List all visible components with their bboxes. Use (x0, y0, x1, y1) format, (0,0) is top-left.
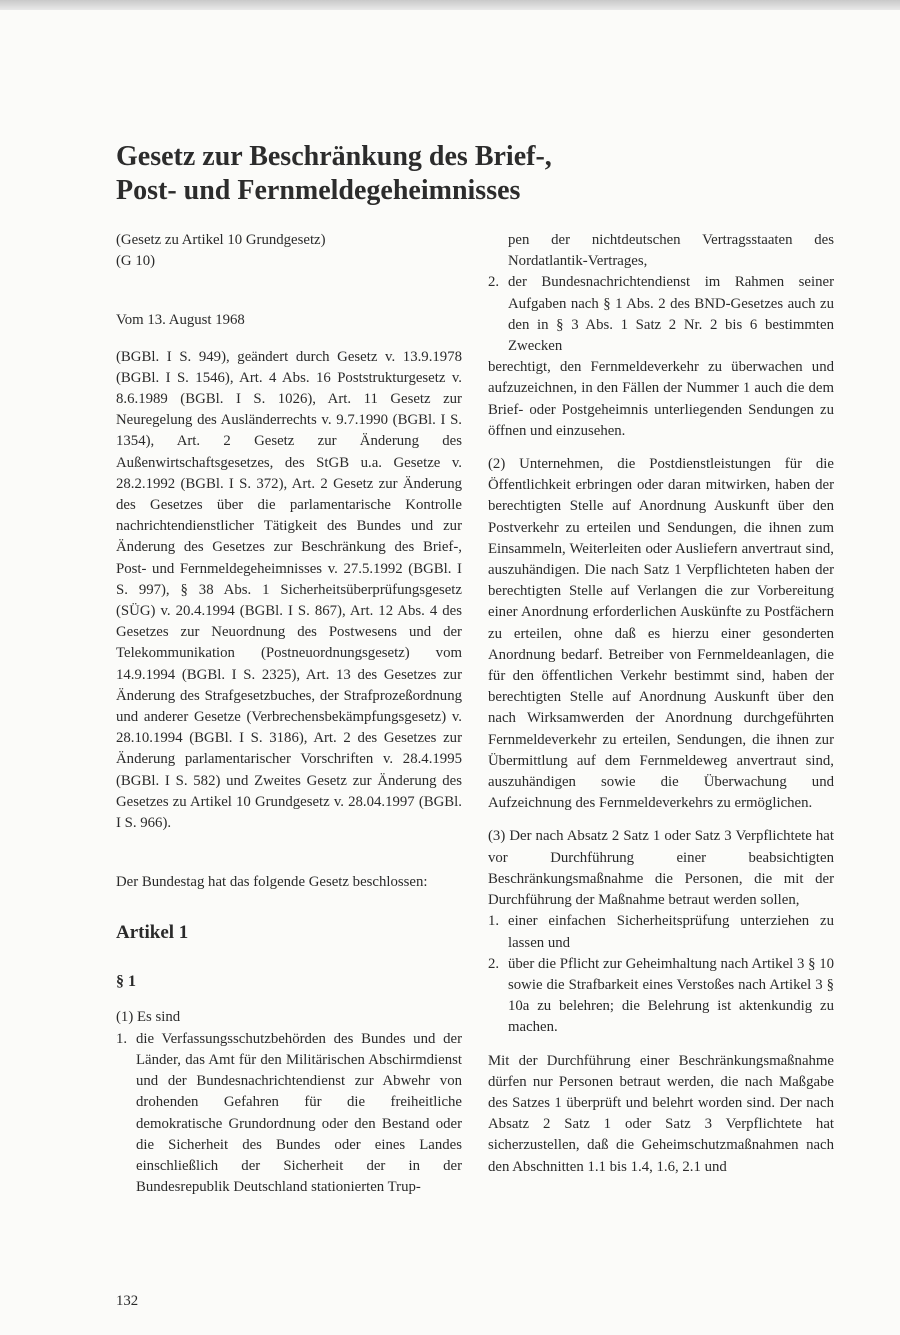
left-column (116, 230, 462, 1198)
abs2-paragraph: (2) Unternehmen, die Postdienstleistungen für die Öffentlichkeit erbringen oder daran mitwirken, haben der berechtigten Stelle auf Anordnung Auskunft über den Postverkehr zu erteilen und Sendungen, die ihnen zum Einsammeln, Weiterleiten oder Ausliefern anvertraut sind, auszuhändigen. Die nach Satz 1 Verpflichteten haben der berechtigten Stelle auf Verlangen die zur Vorbereitung einer Anordnung erforderlichen Auskünfte zu Postfächern zu erteilen, ohne daß es hierzu einer gesonderten Anordnung bedarf. Betreiber von Fernmeldeanlagen, die für den öffentlichen Verkehr bestimmt sind, haben der berechtigten Stelle auf Anordnung Auskunft über den nach Wirksamwerden der Anordnung durchgeführten Fernmeldeverkehr zu erteilen, Sendungen, die ihnen zur Übermittlung auf dem Fernmeldeweg anvertraut sind, auszuhändigen sowie die Überwachung und Aufzeichnung des Fernmeldeverkehrs zu ermöglichen. (488, 456, 834, 812)
subtitle-1: (Gesetz zu Artikel 10 Grundgesetz) (116, 232, 326, 248)
artikel-heading: Artikel 1 (116, 922, 189, 944)
list-item-text: der Bundesnachrichtendienst im Rahmen seiner Aufgaben nach § 1 Abs. 2 des BND-Gesetzes auch zu den in § 3 Abs. 1 Satz 2 Nr. 2 bis 6 bestimmten Zwecken (508, 274, 834, 355)
scan-top-edge (0, 0, 900, 10)
abs3-intro: (3) Der nach Absatz 2 Satz 1 oder Satz 3 Verpflichtete hat vor Durchführung einer beabsichtigten Beschränkungsmaßnahme die Personen, die mit der Durchführung der Maßnahme betraut werden sollen, (488, 828, 834, 909)
page-title (116, 140, 636, 208)
title-line-2: Post- und Fernmeldegeheimnisses (116, 175, 521, 206)
list-item (488, 954, 834, 1039)
abs3-list (488, 911, 834, 1038)
section-heading: § 1 (116, 973, 136, 991)
subtitle-2: (G 10) (116, 253, 156, 270)
abs1-close: berechtigt, den Fernmeldeverkehr zu überwachen und aufzuzeichnen, in den Fällen der Nummer 1 auch die dem Brief- oder Postgeheimnis unterliegenden Sendungen zu öffnen und einzusehen. (488, 359, 834, 439)
list-item-number: 1. (116, 1030, 128, 1047)
list-item (116, 1029, 462, 1199)
page-number: 132 (116, 1293, 139, 1309)
enacting-clause: Der Bundestag hat das folgende Gesetz beschlossen: (116, 874, 428, 891)
item1-continuation: pen der nichtdeutschen Vertragsstaaten des Nordatlantik-Vertrages, (508, 232, 834, 270)
list-item-text: die Verfassungsschutzbehörden des Bundes und der Länder, das Amt für den Militärischen Abschirmdienst und der Bundesnachrichtendienst zur Abwehr von drohenden Gefahren für die freiheitliche demokratische Grundordnung oder den Bestand oder die Sicherheit des Bundes oder eines Landes einschließlich der Sicherheit der in der Bundesrepublik Deutschland stationierten Trup- (136, 1030, 462, 1196)
abs1-list-continued (488, 272, 834, 357)
list-item-text: über die Pflicht zur Geheimhaltung nach Artikel 3 § 10 sowie die Strafbarkeit eines Verstoßes nach Artikel 3 § 10a zu belehren; die Belehrung ist aktenkundig zu machen. (508, 955, 834, 1036)
right-column (488, 230, 834, 1178)
date-line: Vom 13. August 1968 (116, 312, 245, 329)
list-item-text: einer einfachen Sicherheitsprüfung unterziehen zu lassen und (508, 913, 834, 951)
list-item-number: 2. (488, 274, 500, 291)
title-line-1: Gesetz zur Beschränkung des Brief-, (116, 141, 552, 172)
abs1-intro: (1) Es sind (116, 1009, 181, 1026)
amendment-history: (BGBl. I S. 949), geändert durch Gesetz v. 13.9.1978 (BGBl. I S. 1546), Art. 4 Abs. 16 Poststrukturgesetz v. 8.6.1989 (BGBl. I S. 1026), Art. 11 Gesetz zur Neuregelung des Ausländerrechts v. 9.7.1990 (BGBl. I S. 1354), Art. 2 Gesetz zur Änderung des Außenwirtschaftsgesetzes, des StGB u.a. Gesetze v. 28.2.1992 (BGBl. I S. 372), Art. 2 Gesetz zur Änderung des Gesetzes über die parlamentarische Kontrolle nachrichtendienstlicher Tätigkeit des Bundes und zur Änderung des Gesetzes zur Beschränkung des Brief-, Post- und Fernmeldegeheimnisses v. 27.5.1992 (BGBl. I S. 997), § 38 Abs. 1 Sicherheitsüberprüfungsgesetz (SÜG) v. 20.4.1994 (BGBl. I S. 867), Art. 12 Abs. 4 des Gesetzes zur Neuordnung des Postwesens und der Telekommunikation (Postneuordnungsgesetz) vom 14.9.1994 (BGBl. I S. 2325), Art. 13 des Gesetzes zur Änderung des Strafgesetzbuches, der Strafprozeßordnung und anderer Gesetze (Verbrechensbekämpfungsgesetz) v. 28.10.1994 (BGBl. I S. 3186), Art. 2 des Gesetzes zur Änderung parlamentarischer Vorschriften v. 28.4.1995 (BGBl. I S. 582) und Zweites Gesetz zur Änderung des Gesetzes zu Artikel 10 Grundgesetz v. 28.04.1997 (BGBl. I S. 966). (116, 348, 462, 832)
list-item (488, 911, 834, 953)
list-item (488, 272, 834, 357)
list-item-number: 1. (488, 913, 500, 930)
list-item-number: 2. (488, 955, 500, 972)
final-paragraph: Mit der Durchführung einer Beschränkungsmaßnahme dürfen nur Personen betraut werden, die nach Maßgabe des Satzes 1 überprüft und belehrt worden sind. Der nach Absatz 2 Satz 1 oder Satz 3 Verpflichtete hat sicherzustellen, daß die Geheimschutzmaßnahmen nach den Abschnitten 1.1 bis 1.4, 1.6, 2.1 und (488, 1052, 834, 1175)
abs1-list (116, 1029, 462, 1199)
